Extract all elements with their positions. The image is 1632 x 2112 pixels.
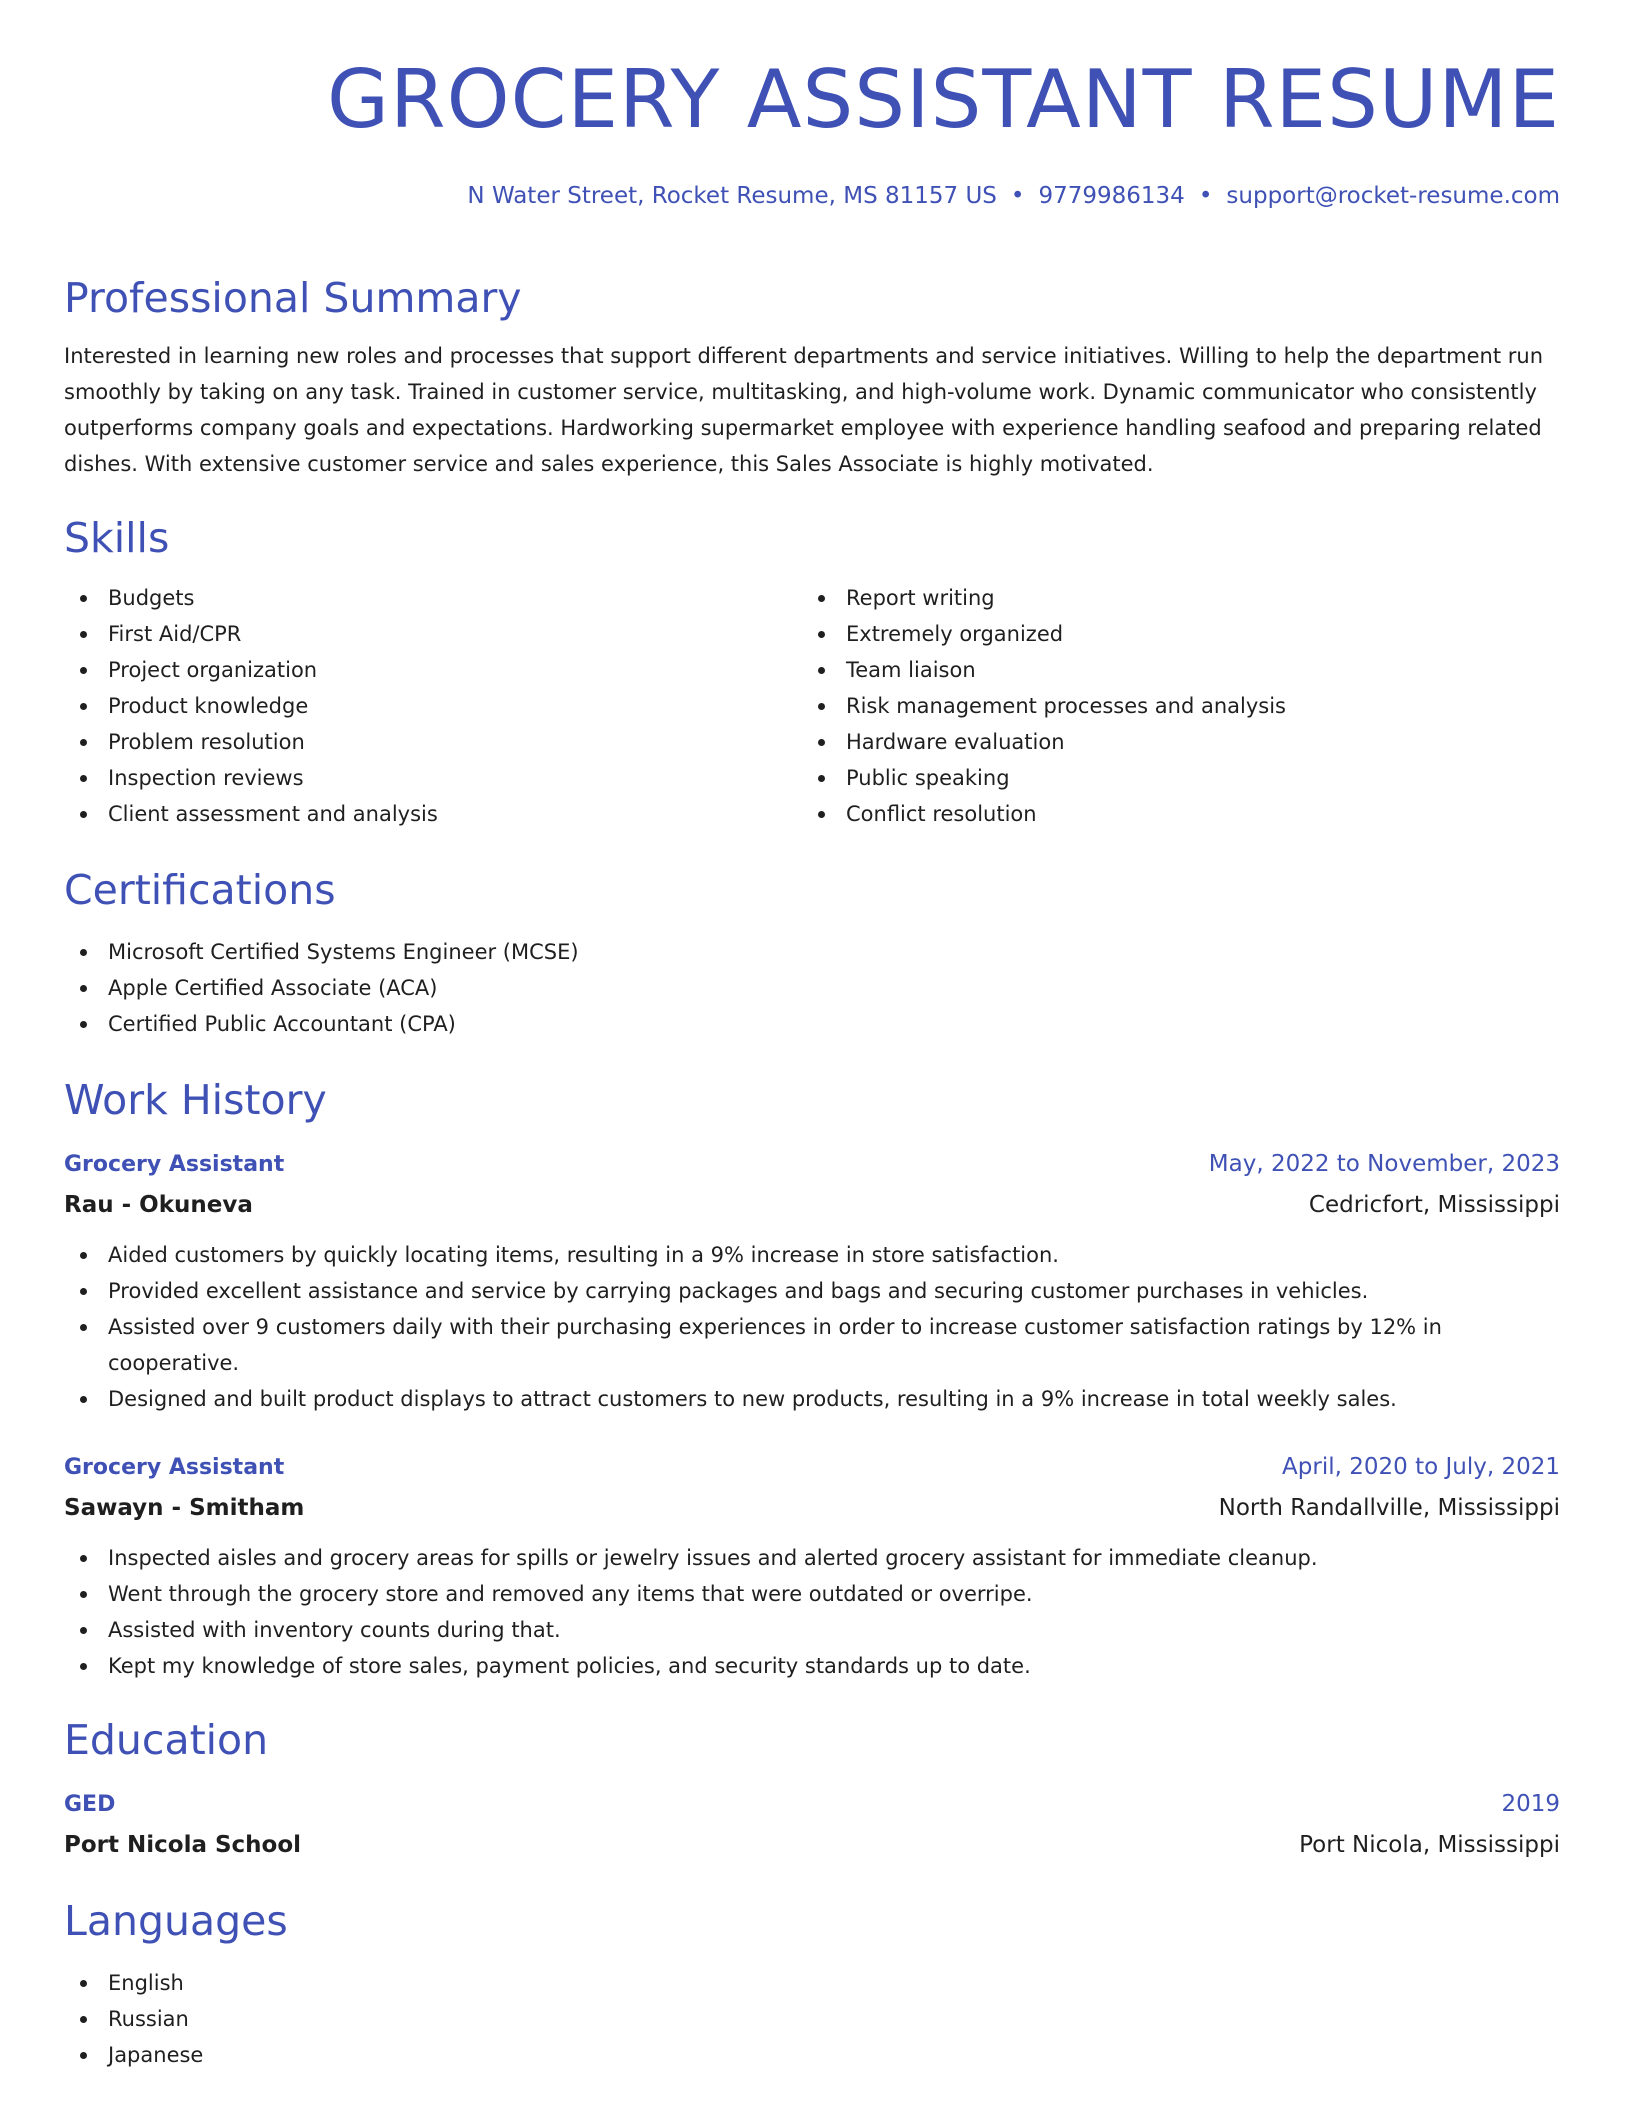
job-duty: Inspected aisles and grocery areas for spills or jewelry issues and alerted grocery assistant for immediate cleanup. <box>64 1540 1560 1576</box>
education-heading: Education <box>64 1716 269 1764</box>
resume-header <box>64 0 1560 212</box>
skills-right-column <box>802 580 1540 832</box>
job-entry <box>64 1447 1560 1684</box>
skill-item: Public speaking <box>802 760 1540 796</box>
skill-item: Extremely organized <box>802 616 1540 652</box>
languages-list <box>64 1965 1560 2073</box>
job-title: Grocery Assistant <box>64 1455 285 1480</box>
certification-item: Microsoft Certified Systems Engineer (MCSE) <box>64 934 1560 970</box>
education-location: Port Nicola, Mississippi <box>1299 1832 1560 1858</box>
education-school-row <box>64 1825 1560 1865</box>
job-company: Sawayn - Smitham <box>64 1495 305 1521</box>
job-company: Rau - Okuneva <box>64 1192 253 1218</box>
skills-list <box>64 580 1560 832</box>
language-item: Japanese <box>64 2037 1560 2073</box>
contact-phone: 9779986134 <box>1038 183 1185 209</box>
skill-item: Client assessment and analysis <box>64 796 802 832</box>
job-location: North Randallville, Mississippi <box>1218 1495 1560 1521</box>
certifications-list <box>64 934 1560 1042</box>
job-title: Grocery Assistant <box>64 1152 285 1177</box>
job-duty: Assisted over 9 customers daily with their purchasing experiences in order to increase customer satisfaction ratings by 12% in cooperative. <box>64 1309 1560 1381</box>
education-school: Port Nicola School <box>64 1832 302 1858</box>
job-duty: Aided customers by quickly locating items, resulting in a 9% increase in store satisfaction. <box>64 1237 1560 1273</box>
language-item: Russian <box>64 2001 1560 2037</box>
job-title-row <box>64 1447 1560 1488</box>
job-company-row <box>64 1488 1560 1528</box>
certification-item: Certified Public Accountant (CPA) <box>64 1006 1560 1042</box>
skill-item: Report writing <box>802 580 1540 616</box>
job-duties-list <box>64 1237 1560 1417</box>
skill-item: Inspection reviews <box>64 760 802 796</box>
skill-item: Team liaison <box>802 652 1540 688</box>
skills-left-column <box>64 580 802 832</box>
certifications-heading: Certifications <box>64 866 336 914</box>
contact-separator: • <box>1010 183 1025 209</box>
work-history-heading: Work History <box>64 1076 327 1124</box>
contact-email: support@rocket-resume.com <box>1226 183 1560 209</box>
education-degree-row <box>64 1784 1560 1825</box>
job-entry <box>64 1144 1560 1417</box>
contact-separator: • <box>1198 183 1213 209</box>
job-dates: May, 2022 to November, 2023 <box>1208 1151 1560 1177</box>
job-duties-list <box>64 1540 1560 1684</box>
education-degree: GED <box>64 1792 116 1817</box>
skill-item: Conflict resolution <box>802 796 1540 832</box>
skill-item: First Aid/CPR <box>64 616 802 652</box>
skill-item: Budgets <box>64 580 802 616</box>
contact-line <box>64 180 1560 212</box>
contact-address: N Water Street, Rocket Resume, MS 81157 US <box>467 183 997 209</box>
job-duty: Designed and built product displays to attract customers to new products, resulting in a 9% increase in total weekly sales. <box>64 1381 1560 1417</box>
resume-page <box>64 0 1560 2073</box>
education-year: 2019 <box>1501 1791 1560 1817</box>
skill-item: Product knowledge <box>64 688 802 724</box>
job-location: Cedricfort, Mississippi <box>1308 1192 1560 1218</box>
job-company-row <box>64 1185 1560 1225</box>
skill-item: Hardware evaluation <box>802 724 1540 760</box>
job-duty: Provided excellent assistance and service by carrying packages and bags and securing customer purchases in vehicles. <box>64 1273 1560 1309</box>
languages-heading: Languages <box>64 1897 288 1945</box>
language-item: English <box>64 1965 1560 2001</box>
skill-item: Project organization <box>64 652 802 688</box>
summary-text: Interested in learning new roles and processes that support different departments and service initiatives. Willing to help the department run smoothly by taking on any task. Trained in customer service, multitasking, and high-volume work. Dynamic communicator who consistently outperforms company goals and expectations. Hardworking supermarket employee with experience handling seafood and preparing related dishes. With extensive customer service and sales experience, this Sales Associate is highly motivated. <box>64 344 1544 476</box>
skill-item: Problem resolution <box>64 724 802 760</box>
certification-item: Apple Certified Associate (ACA) <box>64 970 1560 1006</box>
job-duty: Went through the grocery store and removed any items that were outdated or overripe. <box>64 1576 1560 1612</box>
skills-heading: Skills <box>64 514 170 562</box>
skill-item: Risk management processes and analysis <box>802 688 1540 724</box>
job-title-row <box>64 1144 1560 1185</box>
education-entry <box>64 1784 1560 1865</box>
resume-title: GROCERY ASSISTANT RESUME <box>327 53 1560 146</box>
summary-heading: Professional Summary <box>64 274 522 322</box>
job-dates: April, 2020 to July, 2021 <box>1282 1454 1560 1480</box>
job-duty: Assisted with inventory counts during that. <box>64 1612 1560 1648</box>
job-duty: Kept my knowledge of store sales, payment policies, and security standards up to date. <box>64 1648 1560 1684</box>
